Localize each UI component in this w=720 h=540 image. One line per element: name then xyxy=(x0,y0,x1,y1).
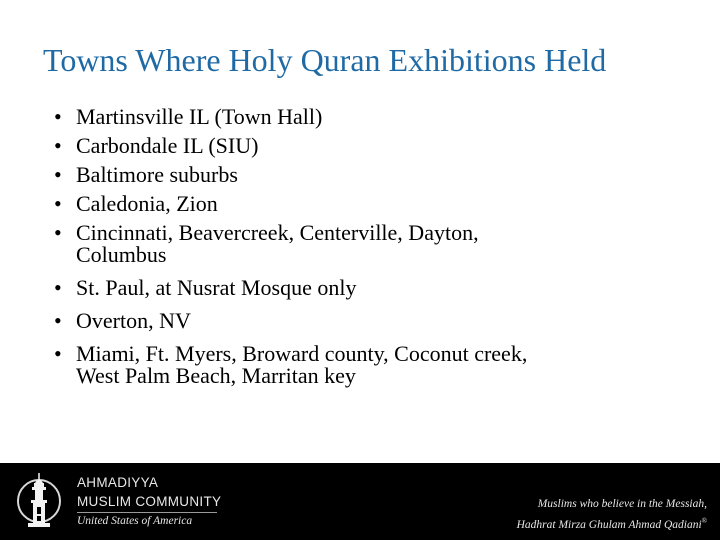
organization-name xyxy=(77,473,221,511)
bullet-dot: • xyxy=(54,308,62,333)
bullet-dot: • xyxy=(54,220,62,245)
slide-title: Towns Where Holy Quran Exhibitions Held xyxy=(43,42,607,78)
bullet-dot: • xyxy=(54,104,62,129)
list-item-text: St. Paul, at Nusrat Mosque only xyxy=(76,275,357,300)
list-item-text: Caledonia, Zion xyxy=(76,191,218,216)
list-item-text-continued: Columbus xyxy=(76,242,167,267)
bullet-dot: • xyxy=(54,162,62,187)
bullet-dot: • xyxy=(54,133,62,158)
list-item xyxy=(44,106,664,128)
bullet-dot: • xyxy=(54,341,62,366)
list-item-text: Baltimore suburbs xyxy=(76,162,238,187)
footer-banner xyxy=(0,463,720,540)
list-item xyxy=(44,222,664,266)
list-item-text: Miami, Ft. Myers, Broward county, Coconut creek, xyxy=(76,341,528,366)
bullet-list xyxy=(44,106,664,398)
list-item xyxy=(44,277,664,299)
footer-tagline xyxy=(517,496,707,534)
org-country: United States of America xyxy=(77,515,193,527)
list-item xyxy=(44,164,664,186)
registered-mark: ® xyxy=(701,517,707,525)
list-item-text: Overton, NV xyxy=(76,308,191,333)
tagline-line2 xyxy=(517,513,707,534)
tagline-line1: Muslims who believe in the Messiah, xyxy=(537,498,707,510)
org-name-line1: AHMADIYYA xyxy=(77,475,159,490)
bullet-dot: • xyxy=(54,191,62,216)
bullet-dot: • xyxy=(54,275,62,300)
list-item xyxy=(44,310,664,332)
list-item-text: Cincinnati, Beavercreek, Centerville, Dayton, xyxy=(76,220,479,245)
list-item xyxy=(44,193,664,215)
tagline-name: Hadhrat Mirza Ghulam Ahmad Qadiani xyxy=(516,518,702,531)
mosque-minaret-icon xyxy=(16,469,62,533)
list-item xyxy=(44,135,664,157)
org-name-line2: MUSLIM COMMUNITY xyxy=(77,494,222,509)
list-item-text: Carbondale IL (SIU) xyxy=(76,133,259,158)
list-item-text-continued: West Palm Beach, Marritan key xyxy=(76,363,356,388)
list-item xyxy=(44,343,664,387)
org-divider xyxy=(77,512,217,513)
list-item-text: Martinsville IL (Town Hall) xyxy=(76,104,323,129)
